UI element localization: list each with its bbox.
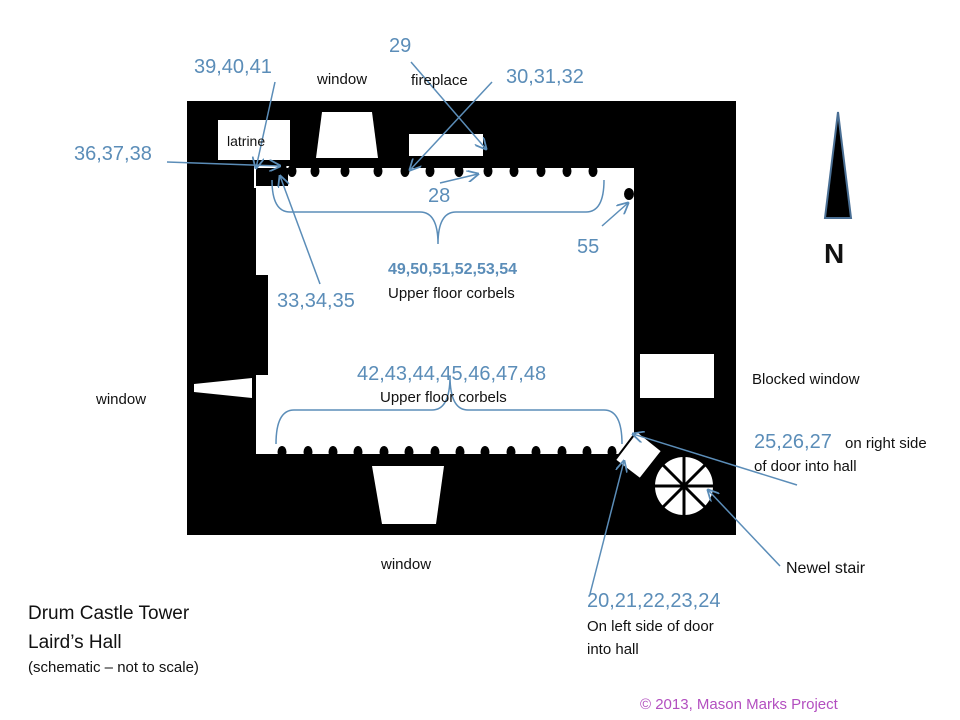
north-window-label: window bbox=[317, 71, 368, 88]
diagram-title: Drum Castle Tower bbox=[28, 603, 190, 624]
blocked-window-label: Blocked window bbox=[752, 371, 860, 388]
fireplace-opening bbox=[409, 134, 483, 156]
mark-20-24-note-1: On left side of door bbox=[587, 618, 714, 635]
north-label: N bbox=[824, 238, 845, 269]
diagram-caption: (schematic – not to scale) bbox=[28, 659, 199, 676]
upper-corbels-label-1: Upper floor corbels bbox=[388, 285, 515, 302]
mark-25-27-label: 25,26,27 bbox=[754, 431, 832, 453]
mark-20-24-note-2: into hall bbox=[587, 641, 639, 658]
upper-corbels-label-2: Upper floor corbels bbox=[380, 389, 507, 406]
north-arrow-icon bbox=[825, 112, 851, 218]
mark-20-24-label: 20,21,22,23,24 bbox=[587, 590, 721, 612]
fireplace-label: fireplace bbox=[411, 72, 468, 89]
mark-33-35-label: 33,34,35 bbox=[277, 290, 355, 312]
south-window-opening bbox=[372, 466, 444, 524]
mark-42-48-label: 42,43,44,45,46,47,48 bbox=[357, 363, 547, 385]
mark-25-27-note-2: of door into hall bbox=[754, 458, 857, 475]
mark-29-label: 29 bbox=[389, 35, 412, 57]
mark-36-38-label: 36,37,38 bbox=[74, 143, 152, 165]
north-window-opening bbox=[316, 112, 378, 158]
mark-55-label: 55 bbox=[577, 236, 600, 258]
latrine-label: latrine bbox=[227, 133, 266, 149]
blocked-window bbox=[640, 354, 714, 398]
mark-25-27-note-1: on right side bbox=[845, 435, 927, 452]
mark-30-32-label: 30,31,32 bbox=[506, 66, 584, 88]
newel-stair-symbol bbox=[654, 456, 714, 516]
newel-stair-label: Newel stair bbox=[786, 560, 866, 577]
south-window-label: window bbox=[381, 556, 432, 573]
west-wall-step bbox=[254, 275, 268, 375]
diagram-subtitle: Laird’s Hall bbox=[28, 632, 122, 653]
mark-49-54-label: 49,50,51,52,53,54 bbox=[388, 261, 518, 278]
mark-39-41-label: 39,40,41 bbox=[194, 56, 272, 78]
mark-28-label: 28 bbox=[428, 185, 451, 207]
west-window-label: window bbox=[96, 391, 147, 408]
copyright-notice: © 2013, Mason Marks Project bbox=[640, 696, 838, 713]
